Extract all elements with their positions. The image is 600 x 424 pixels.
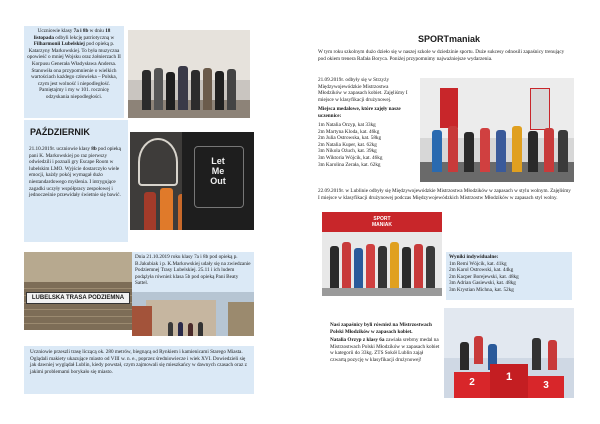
sport-intro-text: W tym roku szkolnym dużo dzieło się w naszej szkole w dziedzinie sportu. Duże sukcesy odnosili zapaśnicy trenujący pod okiem trenera Rafała Boryca. Poniżej przypomnimy najważniejsze wydarzenia. [318, 49, 565, 62]
philharmonic-group-photo [128, 30, 250, 118]
team-medals-photo [420, 78, 574, 182]
list-item: 2m Natalia Kuper, kat. 62kg [318, 141, 377, 148]
underground-route-sign-photo [24, 252, 132, 330]
october-heading: PAŹDZIERNIK [30, 127, 90, 137]
podium-first: 1 [490, 364, 528, 398]
sport-section-title: SPORTmaniak [418, 34, 481, 44]
let-me-out-photo [182, 132, 254, 230]
old-town-text-panel: Uczniowie przeszli trasę liczącą ok. 280 metrów, biegnącą od Rynkiem i kamienicami Starego Miasta. Oglądali makiety ukazujące miasto od VIII w. n. e., poprzez średniowiecze i wiek XVI. Dowiedzieli się jak dawniej wyglądał Lublin, kiedy powstał, czym zajmowali się mieszkańcy w dawnych czasach oraz z jakimi problemami borykało się miasto. [24, 346, 254, 394]
medals-list [318, 122, 414, 168]
old-town-photo [132, 292, 254, 336]
list-item: 3m Nikola Ożuch, kat. 39kg [318, 148, 377, 155]
sport-maniak-banner: SPORT MANIAK [372, 216, 392, 228]
november-text-panel: Uczniowie klasy 7a i 8b w dniu 18 listopada odbyli lekcję patriotyczną w Filharmonii Lubelskiej pod opieką p. Katarzyny Markowskiej. To była muzyczna opowieść o mniej Wojsku oraz żołnierzach II Korpusu Generała Władysława Andersa. Stanowiła ona przypomnienie o wielkich wartościach każdego człowieka – Polska, czym jest wolność i niepodległość. Pamiętajmy i my w 101. rocznicę odzyskania niepodległości. [24, 26, 124, 118]
podium-second: 2 [454, 372, 490, 398]
polish-championship-text: Nasi zapaśnicy byli również na Mistrzostwach Polski Młodzików w zapasach kobiet. Natalia Orzyp z klasy 6a zawiała srebrny medal na Mistrzostwach Polski Młodzików w zapasach kobiet w kategorii do 33kg. ZTS Sokół Lublin zajął czwartą pozycję w klasyfikacji drużynowej! [330, 322, 440, 363]
list-item: 3m Karolina Zerała, kat. 62kg [318, 161, 381, 168]
individual-heading: Wyniki indywidualne: [449, 254, 499, 260]
list-item: 3m Adrian Gasiewski, kat. 48kg [449, 280, 516, 287]
list-item: 3m Krystian Michna, kat. 52kg [449, 286, 514, 293]
podium-photo [444, 308, 574, 398]
sport-maniak-team-photo [322, 212, 442, 296]
let-me-out-sign: Let Me Out [210, 156, 226, 186]
individual-results-panel [446, 252, 572, 300]
medals-heading: Miejsca medalowe, które zajęły nasze uczennice: [318, 106, 401, 119]
lublin-text: 22.09.2019r. w Lublinie odbyły się Międzywojewódzkie Mistrzostwa Młodzików w zapasach w stylu wolnym. Zajęliśmy I miejsce w klasyfikacji drużynowej podczas Międzywojewódzkich Mistrzostw Młodzików w zapasach styl wolny. [318, 188, 571, 201]
escape-room-text-panel: 21.10.2019r. uczniowie klasy 8b pod opieką pani K. Markowskiej po raz pierwszy odwiedzili i poznali gry Escape Room w lubelskim LMO. Wyjście dostarczyło wiele emocji, każdy pokój wymagał dużo niestandardowego myślenia. I intrygujące zagadki uczyły współpracy zespołowej i jednocześnie przewidały świetnie się bawić. [24, 142, 128, 242]
strzyzow-text: 21.09.2019r. odbyły się w Strzyży Międzywojewódzkie Mistrzostwa Młodzików w zapasach kobiet. Zajęliśmy I miejsce w klasyfikacji drużynowej. [318, 77, 408, 103]
podium-third: 3 [528, 376, 564, 398]
list-item: 2m Karol Ostrowski, kat. 44kg [449, 267, 514, 274]
list-item: 2m Julia Ostrowska, kat. 58kg [318, 135, 382, 142]
list-item: 2m Martyna Kloda, kat. 46kg [318, 128, 380, 135]
list-item: 2m Kacper Borejewski, kat. 48kg [449, 273, 519, 280]
underground-text-panel: Dnia 21.10.2019 roku klasy 7a i 8b pod opieką p. B.Jakubiak i p. K.Markowskiej udały się na zwiedzanie Podziemnej Trasy Lubelskiej. 25.11 i ich ludem podążyła również klasa 5b pod opieką Pani Beaty Sattel. [132, 252, 254, 292]
list-item: 3m Wiktoria Wójcik, kat. 46kg [318, 154, 383, 161]
polish-heading: Nasi zapaśnicy byli również na Mistrzostwach Polski Młodzików w zapasach kobiet. [330, 322, 432, 335]
underground-route-sign: LUBELSKA TRASA PODZIEMNA [26, 292, 130, 304]
october-heading-panel [24, 120, 128, 142]
list-item: 1m Natalia Orzyp, kat 33kg [318, 122, 376, 128]
list-item: 1m Remi Wójcik, kat. 41kg [449, 260, 507, 267]
